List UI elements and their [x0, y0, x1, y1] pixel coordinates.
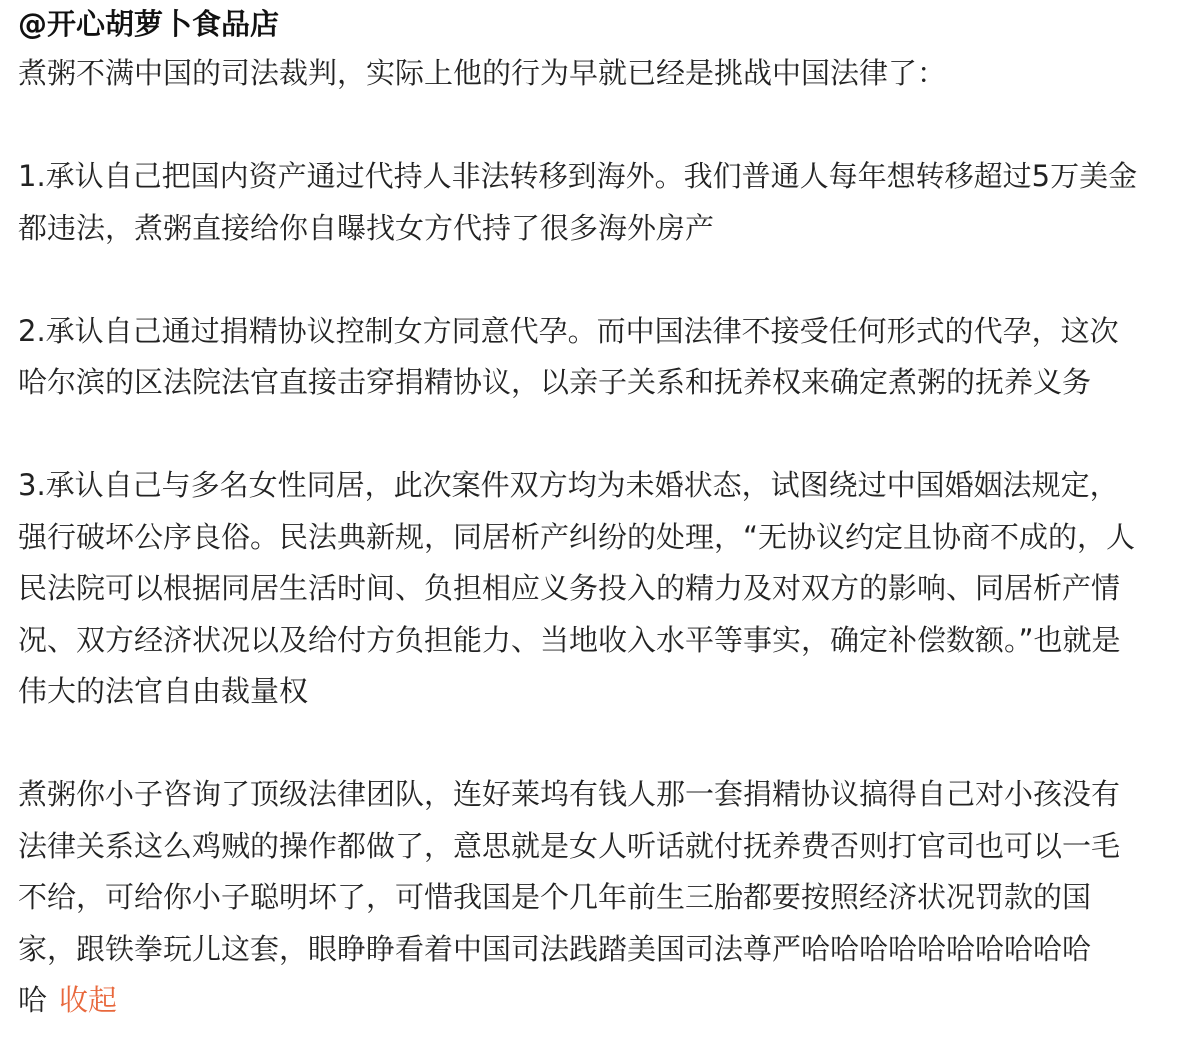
closing-last-line	[18, 975, 1188, 1027]
paragraph-gap	[18, 718, 1188, 770]
point-line: 民法院可以根据同居生活时间、负担相应义务投入的精力及对双方的影响、同居析产情	[18, 571, 1121, 605]
weibo-post	[18, 0, 1188, 1027]
post-intro: 煮粥不满中国的司法裁判，实际上他的行为早就已经是挑战中国法律了：	[18, 56, 947, 90]
point-line: 伟大的法官自由裁量权	[18, 674, 309, 708]
point-line: 强行破坏公序良俗。民法典新规，同居析产纠纷的处理，“无协议约定且协商不成的，人	[18, 519, 1136, 554]
collapse-link[interactable]: 收起	[59, 983, 118, 1017]
point-line: 都违法，煮粥直接给你自曝找女方代持了很多海外房产	[18, 210, 715, 245]
closing-line: 家，跟铁拳玩儿这套，眼睁睁看着中国司法践踏美国司法尊严哈哈哈哈哈哈哈哈哈哈	[18, 931, 1092, 966]
paragraph-gap	[18, 100, 1188, 152]
point-line: 哈尔滨的区法院法官直接击穿捐精协议，以亲子关系和抚养权来确定煮粥的抚养义务	[18, 365, 1092, 399]
point-line: 3.承认自己与多名女性同居，此次案件双方均为未婚状态，试图绕过中国婚姻法规定，	[18, 468, 1119, 502]
closing-line: 不给，可给你小子聪明坏了，可惜我国是个几年前生三胎都要按照经济状况罚款的国	[18, 880, 1092, 914]
paragraph-gap	[18, 409, 1188, 461]
paragraph-gap	[18, 254, 1188, 306]
closing-paragraph	[18, 769, 1188, 1027]
post-author[interactable]: @开心胡萝卜食品店	[18, 7, 280, 41]
closing-line: 煮粥你小子咨询了顶级法律团队，连好莱坞有钱人那一套捐精协议搞得自己对小孩没有	[18, 777, 1121, 811]
point-2	[18, 306, 1188, 409]
point-3	[18, 460, 1188, 718]
closing-line: 法律关系这么鸡贼的操作都做了，意思就是女人听话就付抚养费否则打官司也可以一毛	[18, 828, 1121, 863]
point-line: 2.承认自己通过捐精协议控制女方同意代孕。而中国法律不接受任何形式的代孕，这次	[18, 313, 1119, 348]
closing-line: 哈	[18, 983, 48, 1017]
point-line: 1.承认自己把国内资产通过代持人非法转移到海外。我们普通人每年想转移超过5万美金	[18, 159, 1138, 193]
point-line: 况、双方经济状况以及给付方负担能力、当地收入水平等事实，确定补偿数额。”也就是	[18, 622, 1121, 657]
point-1	[18, 151, 1188, 254]
